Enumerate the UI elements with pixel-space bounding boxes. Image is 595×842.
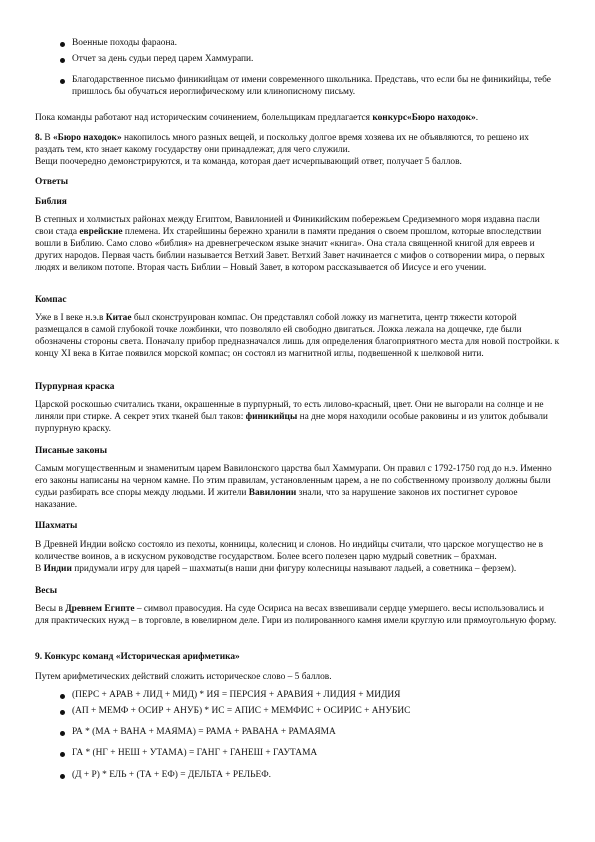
section-8-line2: Вещи поочередно демонстрируются, и та команда, которая дает исчерпывающий ответ, получает 5 баллов. (35, 156, 462, 167)
bible-text-2: племена. Их старейшины бережно хранили в памяти предания о своем прошлом, которые впоследствии вошли в Библию. Само слово «библия» на древнегреческом языке значит «книга». Она стала священной книгой для евреев и других народов. Первая часть библии называется Ветхий Завет. Ветхий Завет начинается с мифов о сотворении мира, о первых людях и великом потопе. Вторая часть Библии – Новый Завет, в котором рассказывается об Иисусе и его учении. (35, 226, 545, 273)
chess-text-2-pre: В (35, 563, 44, 574)
scales-heading: Весы (35, 586, 58, 596)
list-item: ГА * (НГ + НЕШ + УТАМА) = ГАНГ + ГАНЕШ + ГАУТАМА (72, 748, 318, 758)
laws-bold: Вавилонии (248, 487, 297, 498)
bullet (60, 752, 65, 757)
section-9-intro: Путем арифметических действий сложить историческое слово – 5 баллов. (35, 672, 332, 682)
section-8-text: накопилось много разных вещей, и поскольку долгое время хозяева их не объявляются, то решено их раздать тем, кто знает какому государству они принадлежат, для чего служили. (35, 133, 529, 155)
scales-paragraph (35, 604, 560, 628)
purple-text-2: на дне моря находили особые раковины и из улиток добывали пурпурную краску. (35, 411, 548, 434)
list-item: (АП + МЕМФ + ОСИР + АНУБ) * ИС = АПИС + МЕМФИС + ОСИРИС + АНУБИС (72, 706, 411, 716)
chess-text-1: В Древней Индии войско состояло из пехоты, конницы, колесниц и слонов. Но индийцы считали, что царское могущество не в количестве воинов, а в искусном руководстве государством. Более всего полезен царю мудрый советник – брахман. (35, 540, 544, 562)
intro-paragraph (35, 113, 560, 125)
section-8-number: 8. (35, 133, 43, 143)
scales-text-1: Весы в (35, 604, 66, 614)
list-item: Отчет за день судьи перед царем Хаммурапи. (72, 54, 254, 64)
bullet (60, 694, 65, 699)
bible-bold: еврейские (79, 226, 123, 237)
list-item: Благодарственное письмо финикийцам от имени современного школьника. Представь, что если бы не финикийцы, тебе пришлось бы обучаться иероглифическому или клинописному письму. (72, 75, 551, 97)
bullet (60, 58, 65, 63)
bullet (60, 710, 65, 715)
list-item: Военные походы фараона. (72, 38, 177, 48)
laws-paragraph (35, 464, 560, 512)
bullet (60, 731, 65, 736)
list-item: (Д + Р) * ЕЛЬ + (ТА + ЕФ) = ДЕЛЬТА + РЕЛЬЕФ. (72, 770, 271, 780)
section-9-heading: 9. Конкурс команд «Историческая арифметика» (35, 652, 240, 662)
chess-text-2: придумали игру для царей – шахматы(в наши дни фигуру колесницы называют ладьей, а советника – ферзем). (71, 563, 517, 574)
scales-bold: Древнем Египте (65, 604, 135, 614)
section-8-paragraph (35, 133, 560, 169)
purple-text-1: Царской роскошью считались ткани, окрашенные в пурпурный, то есть лилово-красный, цвет. Они не выгорали на солнце и не линяли при стирке. А секрет этих тканей был таков: (35, 400, 544, 422)
laws-text-1: Самым могущественным и знаменитым царем Вавилонского царства был Хаммурапи. Он правил с 1792-1750 год до н.э. Именно его законы написаны на черном камне. По этим правилам, установленным царем, а не по собственному произволу должны были судьи разбирать все споры между людьми. И жители (35, 464, 552, 498)
compass-paragraph (35, 313, 560, 361)
chess-heading: Шахматы (35, 521, 78, 531)
compass-bold: Китае (105, 313, 132, 323)
bible-text-1: В степных и холмистых районах между Египтом, Вавилонией и Финикийским побережьем Средиземного моря издавна пасли свои стада (35, 215, 540, 237)
compass-text-2: был сконструирован компас. Он представлял собой ложку из магнетита, центр тяжести которой размещался в самой глубокой точке ложбинки, что позволяло ей свободно двигаться. Ложка лежала на дощечке, где были обозначены стороны света. Поначалу прибор предназначался лишь для определения благоприятного места для новой постройки. к концу XI века в Китае появился морской компас; он состоял из магнитной иглы, подвешенной к шелковой нити. (35, 313, 560, 359)
purple-bold: финикийцы (245, 411, 298, 422)
intro-end: . (475, 113, 479, 123)
compass-text-1: Уже в I веке н.э.в (35, 313, 106, 323)
list-item: РА * (МА + ВАНА + МАЯМА) = РАМА + РАВАНА + РАМАЯМА (72, 727, 336, 737)
purple-paragraph (35, 400, 560, 436)
chess-paragraph (35, 540, 560, 576)
intro-text: Пока команды работают над историческим сочинением, болельщикам предлагается (35, 113, 373, 123)
bible-heading: Библия (35, 197, 67, 207)
section-8-bold: «Бюро находок» (52, 133, 122, 143)
list-item: (ПЕРС + АРАВ + ЛИД + МИД) * ИЯ = ПЕРСИЯ + АРАВИЯ + ЛИДИЯ + МИДИЯ (72, 690, 401, 700)
bullet (60, 774, 65, 779)
bible-paragraph (35, 215, 560, 275)
section-8-pre: В (42, 133, 53, 143)
compass-heading: Компас (35, 295, 67, 305)
scales-text-2: – символ правосудия. На суде Осириса на весах взвешивали сердце умершего. весы использовались и для практических нужд – в торговле, в ювелирном деле. Гири из полированного камня имели круглую или прямоугольную форму. (35, 604, 557, 626)
purple-heading: Пурпурная краска (35, 382, 115, 392)
intro-bold: конкурс«Бюро находок» (372, 113, 476, 123)
answers-heading: Ответы (35, 177, 69, 187)
laws-heading: Писаные законы (35, 446, 108, 456)
bullet (60, 42, 65, 47)
bullet (60, 79, 65, 84)
laws-text-2: знали, что за нарушение законов их постигнет суровое наказание. (35, 487, 518, 510)
chess-bold: Индии (43, 563, 72, 574)
